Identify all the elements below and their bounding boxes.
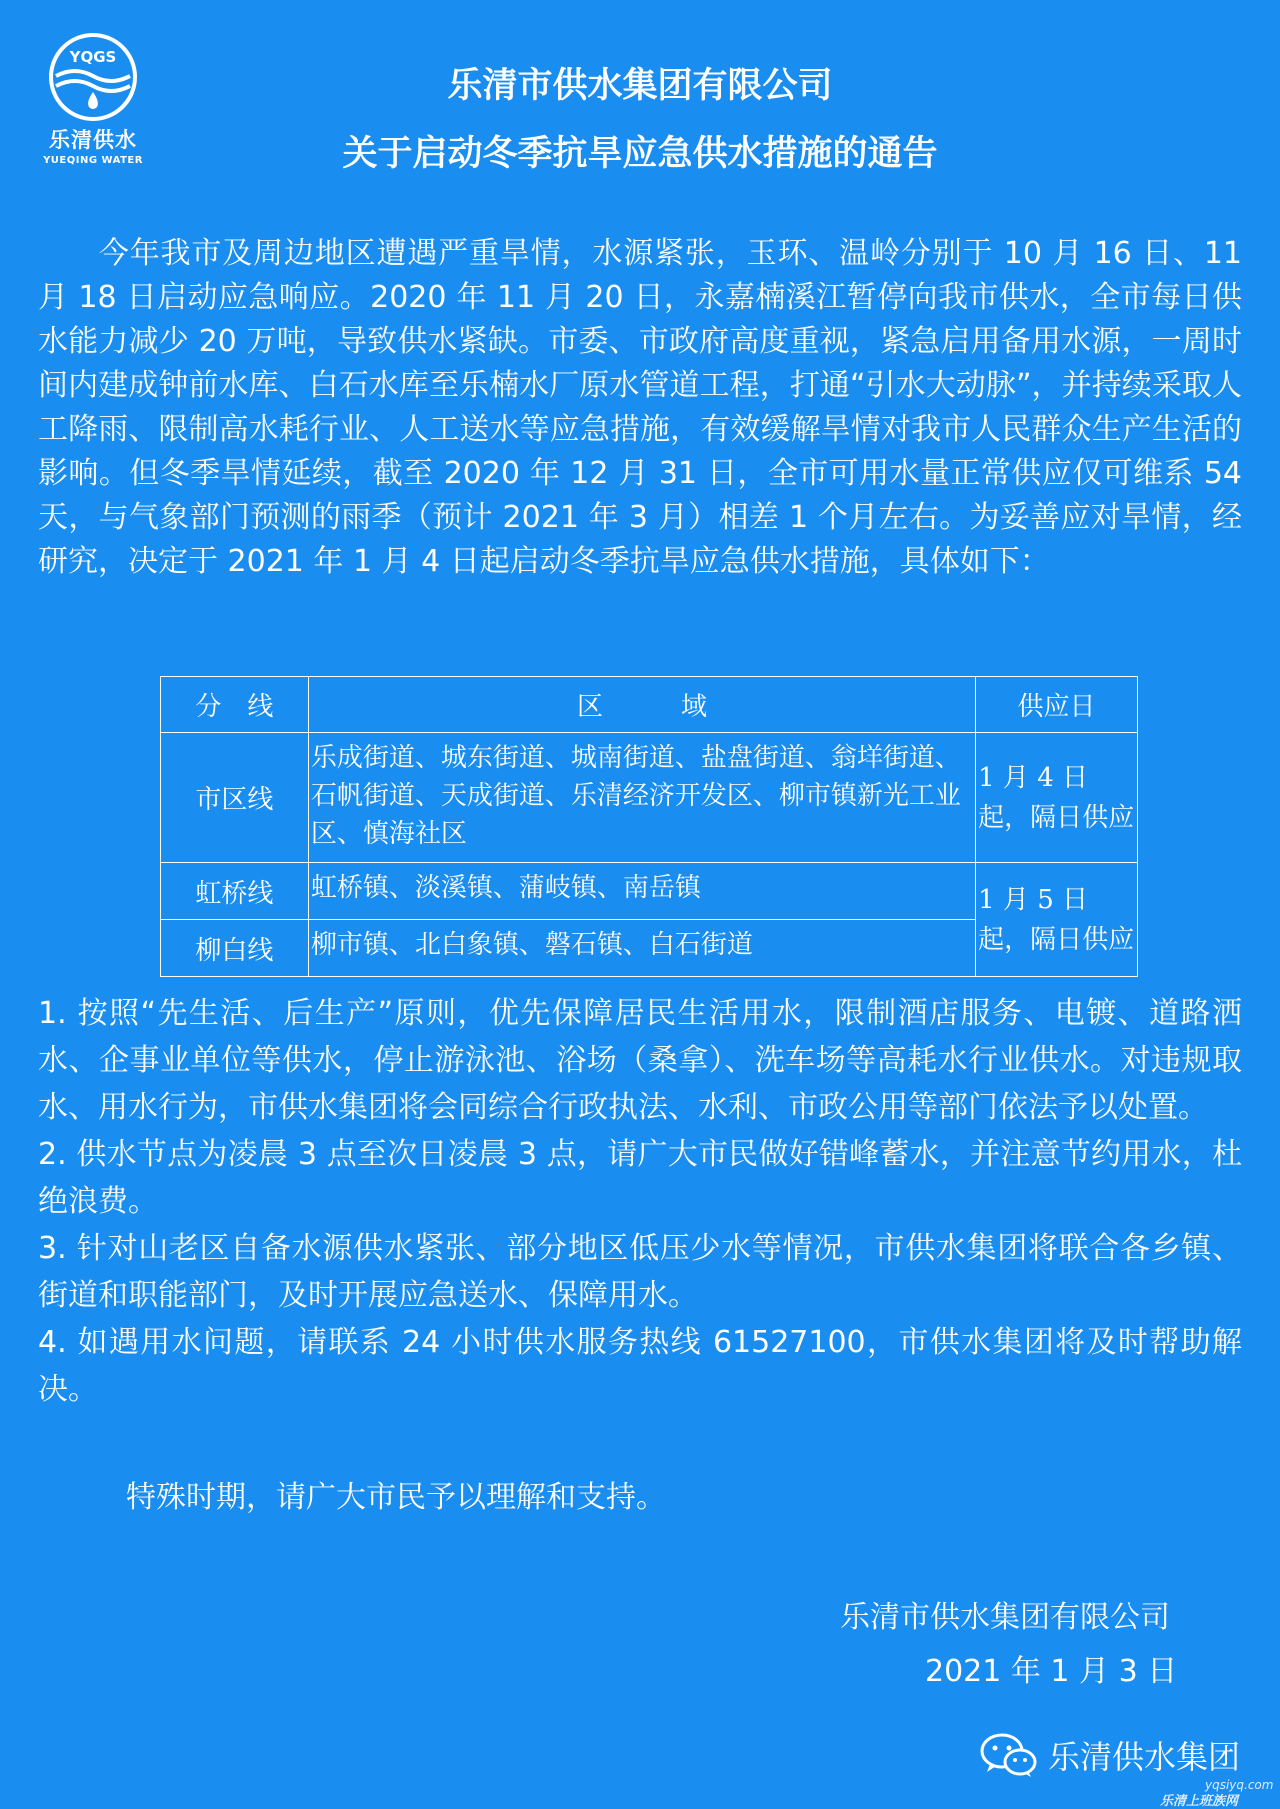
watermark-site: yqsiyq.com [1205,1778,1274,1792]
page-subtitle: 关于启动冬季抗旱应急供水措施的通告 [342,134,938,174]
logo-name-cn: 乐清供水 [49,128,137,152]
col-header-area: 区 域 [308,677,975,733]
table-row [161,733,1138,863]
page-title: 乐清市供水集团有限公司 [447,66,833,106]
measures-list [38,990,1242,1413]
intro-text: 今年我市及周边地区遭遇严重旱情，水源紧张，玉环、温岭分别于 10 月 16 日、11 月 18 日启动应急响应。2020 年 11 月 20 日，永嘉楠溪江暂停向我市供水，全市每日供水能力减少 20 万吨，导致供水紧缺。市委、市政府高度重视，紧急启用备用水源，一周时间内建成钟前水库、白石水库至乐楠水厂原水管道工程，打通“引水大动脉”，并持续采取人工降雨、限制高水耗行业、人工送水等应急措施，有效缓解旱情对我市人民群众生产生活的影响。但冬季旱情延续，截至 2020 年 12 月 31 日，全市可用水量正常供应仅可维系 54 天，与气象部门预测的雨季（预计 2021 年 3 月）相差 1 个月左右。为妥善应对旱情，经研究，决定于 2021 年 1 月 4 日起启动冬季抗旱应急供水措施，具体如下： [38,236,1242,579]
cell-area: 柳市镇、北白象镇、磐石镇、白石街道 [308,920,975,977]
cell-area: 乐成街道、城东街道、城南街道、盐盘街道、翁垟街道、石帆街道、天成街道、乐清经济开发区、柳市镇新光工业区、慎海社区 [308,733,975,863]
supply-schedule-table [160,676,1138,977]
logo-name-en: YUEQING WATER [43,155,143,166]
cell-line: 市区线 [161,733,309,863]
wechat-icon [980,1732,1038,1778]
cell-supply: 1 月 4 日起，隔日供应 [976,733,1138,863]
table-row [161,863,1138,920]
wechat-account-name: 乐清供水集团 [1048,1738,1241,1776]
table-header-row [161,677,1138,733]
watermark-name: 乐清上班族网 [1160,1794,1239,1809]
col-header-supply: 供应日 [976,677,1138,733]
col-header-line: 分 线 [161,677,309,733]
list-item: 2. 供水节点为凌晨 3 点至次日凌晨 3 点，请广大市民做好错峰蓄水，并注意节约用水，杜绝浪费。 [38,1137,1242,1219]
cell-line: 柳白线 [161,920,309,977]
cell-area: 虹桥镇、淡溪镇、蒲岐镇、南岳镇 [308,863,975,920]
list-item: 1. 按照“先生活、后生产”原则，优先保障居民生活用水，限制酒店服务、电镀、道路洒水、企事业单位等供水，停止游泳池、浴场（桑拿）、洗车场等高耗水行业供水。对违规取水、用水行为，市供水集团将会同综合行政执法、水利、市政公用等部门依法予以处置。 [38,996,1242,1125]
wechat-account [980,1730,1240,1780]
cell-supply: 1 月 5 日起，隔日供应 [976,863,1138,977]
signature-date: 2021 年 1 月 3 日 [925,1654,1178,1689]
intro-paragraph [38,232,1242,584]
logo-abbr: YQGS [69,48,117,66]
closing-text: 特殊时期，请广大市民予以理解和支持。 [126,1480,666,1515]
cell-line: 虹桥线 [161,863,309,920]
list-item: 3. 针对山老区自备水源供水紧张、部分地区低压少水等情况，市供水集团将联合各乡镇、街道和职能部门，及时开展应急送水、保障用水。 [38,1231,1242,1313]
list-item: 4. 如遇用水问题，请联系 24 小时供水服务热线 61527100，市供水集团将及时帮助解决。 [38,1325,1242,1407]
signature-org: 乐清市供水集团有限公司 [840,1600,1170,1635]
